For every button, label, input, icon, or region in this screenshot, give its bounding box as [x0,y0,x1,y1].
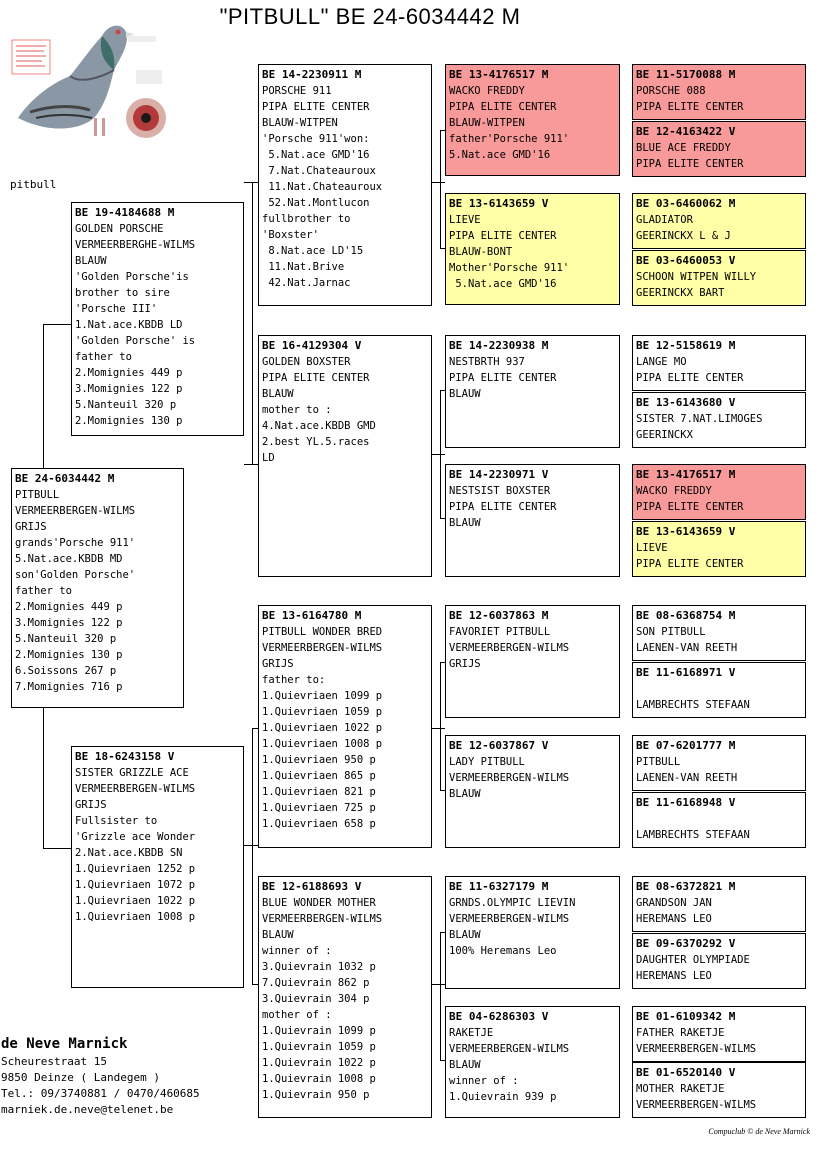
pedigree-line: WACKO FREDDY [449,85,525,97]
pedigree-line: VERMEERBERGHE-WILMS [75,239,196,251]
pedigree-line: BLAUW [449,388,481,400]
connector [252,182,253,464]
pedigree-line: PIPA ELITE CENTER [449,230,557,242]
pedigree-line: mother of : [262,1009,332,1021]
pedigree-line: LAENEN-VAN REETH [636,772,738,784]
pedigree-card-g15 [632,1006,806,1062]
pedigree-line: SISTER GRIZZLE ACE [75,767,189,779]
owner-city: 9850 Deinze ( Landegem ) [1,1071,160,1084]
pedigree-line: DAUGHTER OLYMPIADE [636,954,750,966]
pedigree-line: LD [262,452,275,464]
pedigree-line: 4.Nat.ace.KBDB GMD [262,420,376,432]
owner-phone: Tel.: 09/3740881 / 0470/460685 [1,1087,200,1100]
pedigree-line: GRNDS.OLYMPIC LIEVIN [449,897,576,909]
pedigree-card-sire [71,202,244,436]
pedigree-line: 7.Momignies 716 p [15,681,123,693]
pedigree-card-g8 [632,521,806,577]
pedigree-line: 42.Nat.Jarnac [262,277,351,289]
pedigree-line: 3.Quievrain 1032 p [262,961,376,973]
pedigree-line: PIPA ELITE CENTER [636,158,744,170]
connector [431,182,445,183]
page-title: "PITBULL" BE 24-6034442 M [219,4,521,29]
connector [244,845,258,846]
pedigree-card-sire-dam [258,335,432,577]
ring-number: BE 19-4184688 M [75,206,175,219]
pedigree-line: 7.Nat.Chateauroux [262,165,376,177]
pedigree-line: PORSCHE 911 [262,85,332,97]
pedigree-line: VERMEERBERGEN-WILMS [262,642,383,654]
ring-number: BE 11-6327179 M [449,880,549,893]
ring-number: BE 11-6168971 V [636,666,736,679]
pedigree-line: 11.Nat.Chateauroux [262,181,383,193]
pedigree-line: 2.Momignies 130 p [15,649,123,661]
pedigree-line: PIPA ELITE CENTER [449,372,557,384]
pedigree-line: BLAUW-WITPEN [262,117,338,129]
pedigree-line: BLAUW [75,255,107,267]
pedigree-line: HEREMANS LEO [636,970,712,982]
pedigree-line: WACKO FREDDY [636,485,712,497]
pedigree-line: LANGE MO [636,356,687,368]
pedigree-line: 1.Quievriaen 725 p [262,802,376,814]
pedigree-line: BLAUW [262,929,294,941]
pedigree-line: BLAUW [262,388,294,400]
pedigree-line: FAVORIET PITBULL [449,626,551,638]
pedigree-card-g5 [632,335,806,391]
pedigree-line: GRIJS [262,658,294,670]
pedigree-line: 5.Nat.ace.KBDB MD [15,553,123,565]
pedigree-line: 2.best YL.5.races [262,436,370,448]
pedigree-line: father to [15,585,72,597]
pedigree-line: GRANDSON JAN [636,897,712,909]
ring-number: BE 18-6243158 V [75,750,175,763]
pedigree-line: Mother'Porsche 911' [449,262,570,274]
owner-street: Scheurestraat 15 [1,1055,107,1068]
pedigree-line: 6.Soissons 267 p [15,665,117,677]
ring-number: BE 14-2230938 M [449,339,549,352]
pedigree-line: NESTSIST BOXSTER [449,485,551,497]
pedigree-line: LIEVE [636,542,668,554]
pedigree-line: 1.Quievriaen 865 p [262,770,376,782]
pedigree-line: 1.Quievriaen 658 p [262,818,376,830]
pedigree-line: LADY PITBULL [449,756,525,768]
pedigree-line: GRIJS [449,658,481,670]
pedigree-line: 1.Nat.ace.KBDB LD [75,319,183,331]
pedigree-line: 52.Nat.Montlucon [262,197,370,209]
pedigree-line: PIPA ELITE CENTER [262,372,370,384]
connector [244,182,258,183]
ring-number: BE 11-6168948 V [636,796,736,809]
pedigree-line: 3.Momignies 122 p [15,617,123,629]
connector [43,708,44,848]
pedigree-line: PIPA ELITE CENTER [636,372,744,384]
pedigree-card-g3 [632,193,806,249]
pedigree-card-sire-sire [258,64,432,306]
pedigree-line: 1.Quievriaen 1252 p [75,863,196,875]
pedigree-line: 1.Quievrain 1022 p [262,1057,376,1069]
connector [440,390,441,518]
pedigree-line: 1.Quievriaen 1022 p [262,722,383,734]
connector [252,728,253,984]
pedigree-line: BLUE WONDER MOTHER [262,897,376,909]
pedigree-line: 'Golden Porsche' is [75,335,196,347]
pedigree-line: LAMBRECHTS STEFAAN [636,829,750,841]
pedigree-card-ddd [445,1006,620,1118]
ring-number: BE 13-4176517 M [636,468,736,481]
pedigree-line: father to: [262,674,326,686]
pedigree-card-ssd [445,193,620,305]
connector [431,728,445,729]
pedigree-line: GLADIATOR [636,214,693,226]
pedigree-line: GEERINCKX L & J [636,230,731,242]
pedigree-line: father to [75,351,132,363]
pedigree-line: 2.Nat.ace.KBDB SN [75,847,183,859]
pedigree-card-dam-dam [258,876,432,1118]
pedigree-line: 2.Momignies 449 p [15,601,123,613]
ring-number: BE 04-6286303 V [449,1010,549,1023]
ring-number: BE 13-6143659 V [636,525,736,538]
pedigree-line: Fullsister to [75,815,158,827]
pedigree-line: 100% Heremans Leo [449,945,557,957]
connector [244,464,258,465]
pedigree-line: BLAUW [449,1059,481,1071]
pedigree-line: PITBULL [636,756,681,768]
ring-number: BE 12-6037863 M [449,609,549,622]
ring-number: BE 08-6372821 M [636,880,736,893]
pedigree-line: 1.Quievriaen 1008 p [75,911,196,923]
ring-number: BE 13-6143680 V [636,396,736,409]
pedigree-line: 5.Nanteuil 320 p [15,633,117,645]
ring-number: BE 14-2230971 V [449,468,549,481]
pedigree-line: 1.Quievriaen 1072 p [75,879,196,891]
pedigree-line: GRIJS [15,521,47,533]
connector [431,454,445,455]
pedigree-card-g4 [632,250,806,306]
ring-number: BE 09-6370292 V [636,937,736,950]
pedigree-line: 1.Quievriaen 1008 p [262,738,383,750]
pedigree-line: RAKETJE [449,1027,494,1039]
pedigree-line: brother to sire [75,287,170,299]
ring-number: BE 13-6143659 V [449,197,549,210]
pedigree-line: VERMEERBERGEN-WILMS [449,642,570,654]
pedigree-line: GEERINCKX BART [636,287,725,299]
pedigree-line: SON PITBULL [636,626,706,638]
pedigree-line: NESTBRTH 937 [449,356,525,368]
pedigree-line: 8.Nat.ace LD'15 [262,245,364,257]
ring-number: BE 03-6460062 M [636,197,736,210]
pedigree-line: 1.Quievriaen 1099 p [262,690,383,702]
pedigree-line: PORSCHE 088 [636,85,706,97]
pedigree-line: GEERINCKX [636,429,693,441]
pedigree-line: 5.Nat.ace GMD'16 [449,278,557,290]
pedigree-line: BLUE ACE FREDDY [636,142,731,154]
pedigree-card-g14 [632,933,806,989]
pedigree-line: LIEVE [449,214,481,226]
pedigree-card-dss [445,605,620,718]
pedigree-card-g16 [632,1062,806,1118]
pedigree-line: 1.Quievriaen 950 p [262,754,376,766]
pedigree-line: VERMEERBERGEN-WILMS [636,1043,757,1055]
pedigree-line: 5.Nanteuil 320 p [75,399,177,411]
footer-credit: Compuclub © de Neve Marnick [708,1127,810,1136]
pedigree-card-g6 [632,392,806,448]
connector [440,932,441,1060]
pedigree-card-dam [71,746,244,988]
pedigree-line: BLAUW [449,788,481,800]
pedigree-line: winner of : [449,1075,519,1087]
pedigree-line: GOLDEN BOXSTER [262,356,351,368]
pedigree-line: GRIJS [75,799,107,811]
pedigree-card-sdd [445,464,620,577]
pedigree-line: BLAUW [449,929,481,941]
pedigree-line: 1.Quievrain 939 p [449,1091,557,1103]
ring-number: BE 13-6164780 M [262,609,362,622]
pedigree-card-g1 [632,64,806,120]
pedigree-line: 1.Quievriaen 1059 p [262,706,383,718]
pedigree-line: 'Porsche III' [75,303,158,315]
owner-email: marniek.de.neve@telenet.be [1,1103,174,1116]
pedigree-line: VERMEERBERGEN-WILMS [15,505,136,517]
pedigree-line [636,681,802,697]
pedigree-card-g9 [632,605,806,661]
pedigree-card-g12 [632,792,806,848]
pedigree-line: fullbrother to [262,213,351,225]
pedigree-line: 'Boxster' [262,229,319,241]
pedigree-line: winner of : [262,945,332,957]
pedigree-line: HEREMANS LEO [636,913,712,925]
pedigree-card-g13 [632,876,806,932]
pedigree-card-sds [445,335,620,448]
pedigree-line: VERMEERBERGEN-WILMS [449,913,570,925]
pedigree-line: VERMEERBERGEN-WILMS [262,913,383,925]
pedigree-line: PIPA ELITE CENTER [449,501,557,513]
pedigree-line [636,811,802,827]
connector [43,848,71,849]
pedigree-line: 2.Momignies 449 p [75,367,183,379]
pedigree-line: VERMEERBERGEN-WILMS [449,772,570,784]
ring-number: BE 01-6520140 V [636,1066,736,1079]
pedigree-line: BLAUW-BONT [449,246,513,258]
pedigree-line: LAMBRECHTS STEFAAN [636,699,750,711]
ring-number: BE 14-2230911 M [262,68,362,81]
ring-number: BE 01-6109342 M [636,1010,736,1023]
connector [431,984,445,985]
pedigree-line: FATHER RAKETJE [636,1027,725,1039]
pedigree-line: 2.Momignies 130 p [75,415,183,427]
ring-number: BE 08-6368754 M [636,609,736,622]
ring-number: BE 24-6034442 M [15,472,115,485]
ring-number: BE 12-4163422 V [636,125,736,138]
ring-number: BE 13-4176517 M [449,68,549,81]
pedigree-line: 1.Quievriaen 821 p [262,786,376,798]
pedigree-line: 5.Nat.ace GMD'16 [262,149,370,161]
pedigree-line: BLAUW [449,517,481,529]
ring-number: BE 03-6460053 V [636,254,736,267]
pedigree-line: 'Golden Porsche'is [75,271,189,283]
pedigree-line: 3.Quievrain 304 p [262,993,370,1005]
pedigree-line: 'Porsche 911'won: [262,133,370,145]
pedigree-line: 1.Quievrain 1099 p [262,1025,376,1037]
pedigree-line: mother to : [262,404,332,416]
pedigree-line: SCHOON WITPEN WILLY [636,271,757,283]
ring-number: BE 11-5170088 M [636,68,736,81]
connector [43,324,44,468]
pedigree-line: 1.Quievrain 1059 p [262,1041,376,1053]
pedigree-line: 11.Nat.Brive [262,261,345,273]
owner-block [1,1034,200,1118]
pigeon-photo-icon [10,14,170,142]
ring-number: BE 07-6201777 M [636,739,736,752]
pedigree-card-g2 [632,121,806,177]
pedigree-line: BLAUW-WITPEN [449,117,525,129]
pedigree-line: VERMEERBERGEN-WILMS [449,1043,570,1055]
pedigree-card-g11 [632,735,806,791]
pedigree-line: 7.Quievrain 862 p [262,977,370,989]
pedigree-card-dam-sire [258,605,432,848]
pedigree-card-subject [11,468,184,708]
owner-name: de Neve Marnick [1,1036,128,1052]
pedigree-line: 3.Momignies 122 p [75,383,183,395]
pedigree-line: VERMEERBERGEN-WILMS [636,1099,757,1111]
pedigree-line: 'Grizzle ace Wonder [75,831,196,843]
pedigree-line: LAENEN-VAN REETH [636,642,738,654]
pedigree-card-g10 [632,662,806,718]
ring-number: BE 16-4129304 V [262,339,362,352]
pedigree-line: MOTHER RAKETJE [636,1083,725,1095]
pedigree-line: PIPA ELITE CENTER [262,101,370,113]
pedigree-line: father'Porsche 911' [449,133,570,145]
pedigree-line: PITBULL WONDER BRED [262,626,383,638]
pedigree-line: 1.Quievrain 950 p [262,1089,370,1101]
pedigree-line: SISTER 7.NAT.LIMOGES [636,413,763,425]
pedigree-line: PIPA ELITE CENTER [636,558,744,570]
pedigree-line: PIPA ELITE CENTER [636,501,744,513]
ring-number: BE 12-6188693 V [262,880,362,893]
pedigree-line: 1.Quievriaen 1022 p [75,895,196,907]
pedigree-card-dsd [445,735,620,848]
pedigree-card-sss [445,64,620,176]
pedigree-card-g7 [632,464,806,520]
pedigree-line: grands'Porsche 911' [15,537,136,549]
connector [440,130,441,248]
pedigree-line: VERMEERBERGEN-WILMS [75,783,196,795]
pedigree-card-dds [445,876,620,989]
bird-tag: pitbull [10,178,57,191]
connector [43,324,71,325]
pedigree-line: PIPA ELITE CENTER [636,101,744,113]
pedigree-line: PITBULL [15,489,60,501]
pedigree-line: GOLDEN PORSCHE [75,223,164,235]
connector [440,662,441,790]
pedigree-line: PIPA ELITE CENTER [449,101,557,113]
pedigree-line: 1.Quievrain 1008 p [262,1073,376,1085]
pedigree-line: 5.Nat.ace GMD'16 [449,149,551,161]
pedigree-line: son'Golden Porsche' [15,569,136,581]
ring-number: BE 12-6037867 V [449,739,549,752]
ring-number: BE 12-5158619 M [636,339,736,352]
